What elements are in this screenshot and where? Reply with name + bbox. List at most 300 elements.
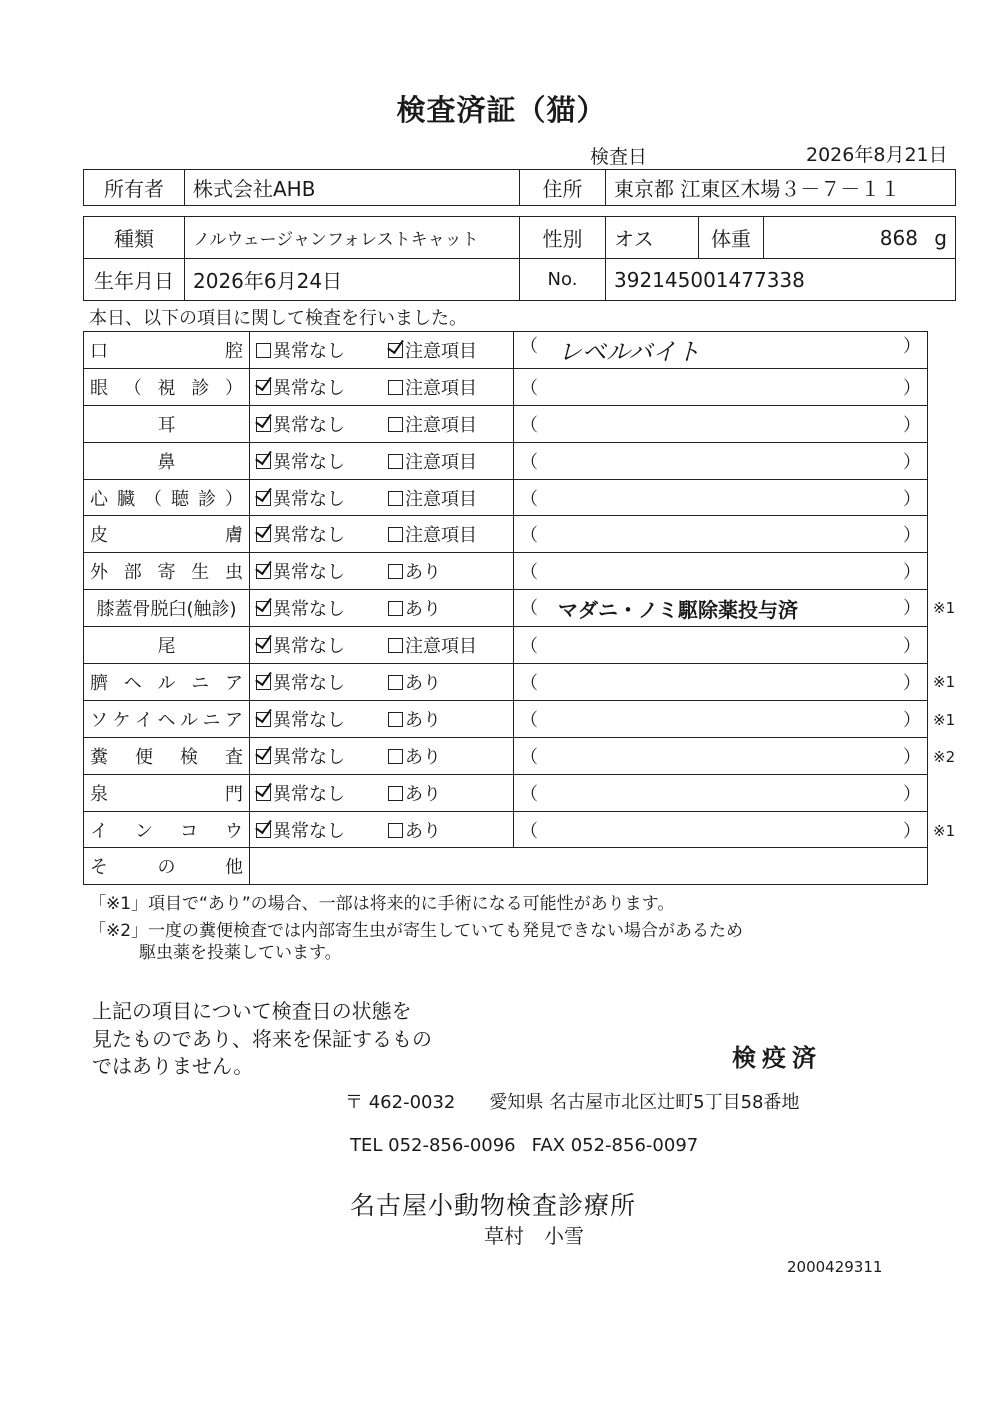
item-name-char: ）: [225, 488, 243, 510]
normal-label: 異常なし: [273, 820, 345, 842]
item-name-char: ル: [157, 672, 176, 694]
item-name-cell: [84, 332, 250, 369]
document-title: 検査済証（猫）: [396, 93, 607, 127]
exam-date: 2026年8月21日: [806, 144, 948, 166]
normal-option[interactable]: [256, 485, 388, 511]
note-wrapper: [520, 632, 921, 658]
weight-unit: g: [934, 225, 947, 250]
paren-open: （: [520, 709, 538, 731]
attention-label: 注意項目: [405, 451, 477, 473]
paren-close: ）: [903, 672, 921, 694]
item-options-cell: [250, 811, 514, 848]
paren-open: （: [520, 746, 538, 768]
normal-checkbox[interactable]: [256, 564, 271, 579]
item-note: [538, 558, 903, 584]
item-note: [538, 669, 903, 695]
item-name-cell: [84, 553, 250, 590]
paren-close: ）: [903, 597, 921, 619]
normal-checkbox[interactable]: [256, 675, 271, 690]
clinic-fax: FAX 052-856-0097: [531, 1135, 699, 1156]
item-name: [90, 780, 243, 806]
item-name-char: 虫: [225, 562, 243, 584]
attention-label: 注意項目: [405, 340, 477, 362]
item-name-cell: [84, 664, 250, 701]
normal-label: 異常なし: [273, 783, 345, 805]
item-options-cell: [250, 368, 514, 405]
normal-checkbox[interactable]: [256, 601, 271, 616]
item-name-char: ニ: [202, 709, 221, 731]
inspection-row: [84, 664, 928, 701]
normal-checkbox[interactable]: [256, 417, 271, 432]
paren-open: （: [520, 377, 538, 399]
paren-open: （: [520, 336, 538, 358]
exam-date-label: 検査日: [590, 146, 648, 168]
item-name-char: 臍: [90, 672, 108, 694]
normal-checkbox[interactable]: [256, 749, 271, 764]
item-options-cell: [250, 516, 514, 553]
clinic-tel: TEL 052-856-0096: [350, 1135, 516, 1156]
note-wrapper: [520, 521, 921, 547]
paren-close: ）: [903, 525, 921, 547]
paren-open: （: [520, 525, 538, 547]
present-checkbox[interactable]: [388, 675, 403, 690]
attention-option[interactable]: [388, 485, 514, 511]
paren-close: ）: [903, 562, 921, 584]
note-wrapper: [520, 332, 921, 367]
item-name: [90, 853, 243, 879]
attention-option[interactable]: [388, 632, 514, 658]
normal-checkbox[interactable]: [256, 343, 271, 358]
normal-label: 異常なし: [273, 746, 345, 768]
inspection-row: [84, 516, 928, 553]
paren-close: ）: [903, 636, 921, 658]
item-name-cell: [84, 811, 250, 848]
attention-option[interactable]: [388, 411, 514, 437]
birth-row: [84, 259, 956, 301]
item-note: [538, 448, 903, 474]
item-note-cell: [514, 590, 928, 627]
clinic-address-line: [345, 1088, 799, 1114]
item-name: [90, 521, 243, 547]
item-name-cell: [84, 442, 250, 479]
item-name-char: の: [157, 857, 176, 879]
item-name-char: ニ: [191, 672, 210, 694]
item-note-cell: [514, 811, 928, 848]
item-name-char: ア: [225, 709, 243, 731]
present-option[interactable]: [388, 558, 514, 584]
item-name-char: ン: [135, 820, 153, 842]
item-name-char: ル: [180, 709, 198, 731]
inspection-row: [84, 811, 928, 848]
item-note: [538, 743, 903, 769]
attention-checkbox[interactable]: [388, 454, 403, 469]
item-options-cell: [250, 774, 514, 811]
item-name-cell: [84, 590, 250, 627]
breed-value: ノルウェージャンフォレストキャット: [185, 217, 520, 259]
normal-label: 異常なし: [273, 525, 345, 547]
present-checkbox[interactable]: [388, 749, 403, 764]
paren-close: ）: [903, 451, 921, 473]
note-wrapper: [520, 448, 921, 474]
present-option[interactable]: [388, 706, 514, 732]
attention-label: 注意項目: [405, 377, 477, 399]
item-name-char: イ: [135, 709, 153, 731]
normal-option[interactable]: [256, 448, 388, 474]
note-wrapper: [520, 374, 921, 400]
item-note-cell: [514, 627, 928, 664]
item-name-char: 糞: [90, 746, 108, 768]
item-name-char: 心: [90, 488, 108, 510]
address-label: 住所: [520, 170, 606, 206]
item-name: [90, 706, 243, 732]
footnote-mark: ※1: [933, 710, 956, 729]
paren-close: ）: [903, 709, 921, 731]
item-options-cell: [250, 664, 514, 701]
item-name-cell: [84, 479, 250, 516]
item-name: [90, 595, 243, 621]
paren-open: （: [520, 488, 538, 510]
item-options-cell: [250, 700, 514, 737]
item-name-char: 尾: [157, 636, 176, 658]
footnote-mark: ※1: [933, 821, 956, 840]
item-name: [90, 411, 243, 437]
vet-family-name: 草村: [484, 1224, 524, 1248]
paren-open: （: [520, 820, 538, 842]
item-options-cell: [250, 590, 514, 627]
item-note: [538, 706, 903, 732]
item-note-cell: [514, 700, 928, 737]
item-note-cell: [514, 368, 928, 405]
item-name: [90, 669, 243, 695]
item-note: レベルバイト: [558, 338, 701, 367]
inspection-row: [84, 627, 928, 664]
disclaimer-line3: ではありません。: [92, 1054, 254, 1078]
present-checkbox[interactable]: [388, 564, 403, 579]
serial-number: 2000429311: [787, 1258, 883, 1276]
paren-open: （: [520, 636, 538, 658]
item-name-cell: [84, 774, 250, 811]
attention-checkbox[interactable]: [388, 527, 403, 542]
item-name-char: （: [123, 377, 142, 399]
item-name-char: 視: [157, 377, 176, 399]
breed-label: 種類: [84, 217, 185, 259]
quarantine-stamp: 検疫済: [732, 1044, 822, 1072]
footnote-2-line2: 駆虫薬を投薬しています。: [139, 943, 342, 963]
attention-label: 注意項目: [405, 488, 477, 510]
owner-table: [83, 169, 956, 206]
normal-option[interactable]: [256, 669, 388, 695]
normal-option[interactable]: [256, 780, 388, 806]
present-option[interactable]: [388, 595, 514, 621]
item-name: [90, 448, 243, 474]
present-option[interactable]: [388, 669, 514, 695]
present-option[interactable]: [388, 817, 514, 843]
paren-close: ）: [903, 783, 921, 805]
vet-given-name: 小雪: [544, 1224, 584, 1248]
clinic-contact-line: [350, 1135, 698, 1156]
attention-checkbox[interactable]: [388, 491, 403, 506]
clinic-zip: 〒 462-0032: [345, 1092, 456, 1113]
present-label: あり: [405, 562, 441, 584]
breed-row: [84, 217, 956, 259]
normal-checkbox[interactable]: [256, 712, 271, 727]
paren-close: ）: [903, 414, 921, 436]
paren-open: （: [520, 414, 538, 436]
item-note-cell: [514, 664, 928, 701]
birth-label: 生年月日: [84, 259, 185, 301]
item-name-char: ヘ: [157, 709, 176, 731]
note-wrapper: [520, 743, 921, 769]
sex-label: 性別: [520, 217, 606, 259]
item-name: [90, 485, 243, 511]
item-name-char: 診: [191, 377, 210, 399]
item-note-cell: [514, 553, 928, 590]
note-wrapper: [520, 669, 921, 695]
item-name-char: 臓: [117, 488, 135, 510]
weight-label: 体重: [699, 217, 764, 259]
no-label: No.: [520, 259, 606, 301]
normal-label: 異常なし: [273, 562, 345, 584]
inspection-row: [84, 553, 928, 590]
item-name-char: ケ: [112, 709, 131, 731]
birth-value: 2026年6月24日: [185, 259, 520, 301]
normal-checkbox[interactable]: [256, 491, 271, 506]
paren-open: （: [520, 562, 538, 584]
sex-value: オス: [606, 217, 699, 259]
owner-row: [84, 170, 956, 206]
present-checkbox[interactable]: [388, 786, 403, 801]
normal-option[interactable]: [256, 817, 388, 843]
normal-label: 異常なし: [273, 709, 345, 731]
normal-checkbox[interactable]: [256, 380, 271, 395]
item-name-cell: [84, 368, 250, 405]
item-name-char: 膚: [225, 525, 243, 547]
normal-option[interactable]: [256, 706, 388, 732]
item-name: [90, 817, 243, 843]
item-note-cell: [514, 737, 928, 774]
footnote-mark: ※1: [933, 673, 956, 692]
present-label: あり: [405, 599, 441, 621]
inspection-row: [84, 737, 928, 774]
inspection-row: [84, 700, 928, 737]
item-note: [538, 485, 903, 511]
intro-text: 本日、以下の項目に関して検査を行いました。: [89, 308, 467, 329]
normal-checkbox[interactable]: [256, 527, 271, 542]
item-name: [90, 743, 243, 769]
weight-value: 868: [879, 225, 918, 250]
item-note: [538, 632, 903, 658]
disclaimer-line1: 上記の項目について検査日の状態を: [92, 999, 412, 1023]
paren-open: （: [520, 451, 538, 473]
item-name-char: 耳: [157, 414, 176, 436]
item-name-char: ヘ: [123, 672, 142, 694]
weight-cell: [764, 217, 956, 259]
item-name-char: 検: [180, 746, 198, 768]
attention-label: 注意項目: [405, 636, 477, 658]
attention-label: 注意項目: [405, 525, 477, 547]
item-name-cell: [84, 516, 250, 553]
inspection-row: [84, 368, 928, 405]
present-checkbox[interactable]: [388, 601, 403, 616]
vet-name: [484, 1220, 604, 1249]
item-name-char: ア: [225, 672, 243, 694]
note-wrapper: [520, 485, 921, 511]
item-name-char: 便: [135, 746, 153, 768]
item-name: [90, 374, 243, 400]
item-name-char: 膝蓋骨脱臼(触診): [96, 599, 237, 621]
item-name-cell: [84, 627, 250, 664]
item-note: [538, 780, 903, 806]
item-options-cell: [250, 332, 514, 369]
attention-checkbox[interactable]: [388, 417, 403, 432]
item-name-char: 泉: [90, 783, 108, 805]
normal-label: 異常なし: [273, 414, 345, 436]
item-options-cell: [250, 442, 514, 479]
item-name-char: 査: [225, 746, 243, 768]
normal-label: 異常なし: [273, 599, 345, 621]
item-name-char: 皮: [90, 525, 108, 547]
item-note: [538, 374, 903, 400]
item-name-char: コ: [180, 820, 198, 842]
item-name-cell: [84, 737, 250, 774]
present-checkbox[interactable]: [388, 712, 403, 727]
item-name-char: 鼻: [157, 451, 176, 473]
note-wrapper: [520, 411, 921, 437]
item-options-cell: [250, 737, 514, 774]
present-option[interactable]: [388, 780, 514, 806]
item-name-char: 眼: [90, 377, 108, 399]
present-label: あり: [405, 820, 441, 842]
item-name-char: （: [144, 488, 162, 510]
inspection-row: [84, 774, 928, 811]
normal-label: 異常なし: [273, 672, 345, 694]
normal-checkbox[interactable]: [256, 638, 271, 653]
footnote-mark: ※1: [933, 599, 956, 618]
item-note-cell: [514, 516, 928, 553]
item-options-cell: [250, 553, 514, 590]
footnote-2-line1: 「※2」一度の糞便検査では内部寄生虫が寄生していても発見できない場合があるため: [89, 921, 744, 941]
inspection-row-other: [84, 848, 928, 885]
paren-close: ）: [903, 746, 921, 768]
present-option[interactable]: [388, 743, 514, 769]
attention-option[interactable]: [388, 448, 514, 474]
item-note-cell: [514, 479, 928, 516]
attention-checkbox[interactable]: [388, 343, 403, 358]
item-note-cell: [514, 442, 928, 479]
inspection-items-body: [84, 332, 928, 885]
present-label: あり: [405, 783, 441, 805]
item-name-char: 門: [225, 783, 243, 805]
item-note: [538, 521, 903, 547]
owner-label: 所有者: [84, 170, 185, 206]
item-name-char: 寄: [157, 562, 176, 584]
clinic-name: 名古屋小動物検査診療所: [350, 1191, 637, 1220]
item-note: [538, 817, 903, 843]
footnote-1: 「※1」項目で“あり”の場合、一部は将来的に手術になる可能性があります。: [89, 894, 675, 914]
microchip-no: 392145001477338: [606, 259, 956, 301]
attention-option[interactable]: [388, 521, 514, 547]
inspection-row: [84, 479, 928, 516]
item-options-cell: [250, 405, 514, 442]
item-note: マダニ・ノミ駆除薬投与済: [558, 597, 798, 622]
owner-name: 株式会社AHB: [185, 170, 520, 206]
item-name-char: 他: [225, 857, 243, 879]
present-label: あり: [405, 746, 441, 768]
normal-option[interactable]: [256, 632, 388, 658]
present-checkbox[interactable]: [388, 823, 403, 838]
item-name: [90, 632, 243, 658]
item-name-char: 生: [191, 562, 210, 584]
item-name-char: 外: [90, 562, 108, 584]
paren-open: （: [520, 783, 538, 805]
owner-address: 東京都 江東区木場３－７－１１: [606, 170, 956, 206]
attention-checkbox[interactable]: [388, 638, 403, 653]
normal-label: 異常なし: [273, 488, 345, 510]
inspection-row: [84, 332, 928, 369]
normal-option[interactable]: [256, 595, 388, 621]
present-label: あり: [405, 672, 441, 694]
note-wrapper: [520, 706, 921, 732]
paren-close: ）: [903, 488, 921, 510]
item-name-cell: [84, 848, 250, 885]
normal-option[interactable]: [256, 558, 388, 584]
pet-info-table: [83, 216, 956, 301]
normal-label: 異常なし: [273, 340, 345, 362]
normal-option[interactable]: [256, 374, 388, 400]
present-label: あり: [405, 709, 441, 731]
item-name-char: そ: [90, 857, 108, 879]
attention-option[interactable]: [388, 374, 514, 400]
inspection-items-table: [83, 331, 928, 885]
item-note: [538, 411, 903, 437]
attention-option[interactable]: [388, 337, 514, 363]
normal-option[interactable]: [256, 411, 388, 437]
item-name-char: ）: [225, 377, 243, 399]
item-name: [90, 337, 243, 363]
item-name: [90, 558, 243, 584]
item-options-cell: [250, 627, 514, 664]
normal-checkbox[interactable]: [256, 786, 271, 801]
item-name-char: 腔: [225, 340, 243, 362]
paren-open: （: [520, 597, 538, 619]
item-name-char: ソ: [90, 709, 108, 731]
normal-label: 異常なし: [273, 636, 345, 658]
inspection-row: [84, 442, 928, 479]
inspection-row: [84, 405, 928, 442]
normal-checkbox[interactable]: [256, 823, 271, 838]
normal-checkbox[interactable]: [256, 454, 271, 469]
item-name-char: 部: [123, 562, 142, 584]
attention-checkbox[interactable]: [388, 380, 403, 395]
clinic-address: 愛知県 名古屋市北区辻町5丁目58番地: [489, 1092, 800, 1113]
item-name-char: ウ: [225, 820, 243, 842]
normal-label: 異常なし: [273, 377, 345, 399]
normal-option[interactable]: [256, 337, 388, 363]
item-name-char: 口: [90, 340, 108, 362]
normal-option[interactable]: [256, 521, 388, 547]
note-wrapper: [520, 817, 921, 843]
normal-option[interactable]: [256, 743, 388, 769]
attention-label: 注意項目: [405, 414, 477, 436]
note-wrapper: [520, 558, 921, 584]
paren-close: ）: [903, 336, 921, 358]
disclaimer-line2: 見たものであり、将来を保証するもの: [92, 1027, 432, 1051]
note-wrapper: [520, 780, 921, 806]
item-note-cell: [514, 774, 928, 811]
item-name-char: イ: [90, 820, 108, 842]
item-name-cell: [84, 405, 250, 442]
item-options-cell: [250, 479, 514, 516]
